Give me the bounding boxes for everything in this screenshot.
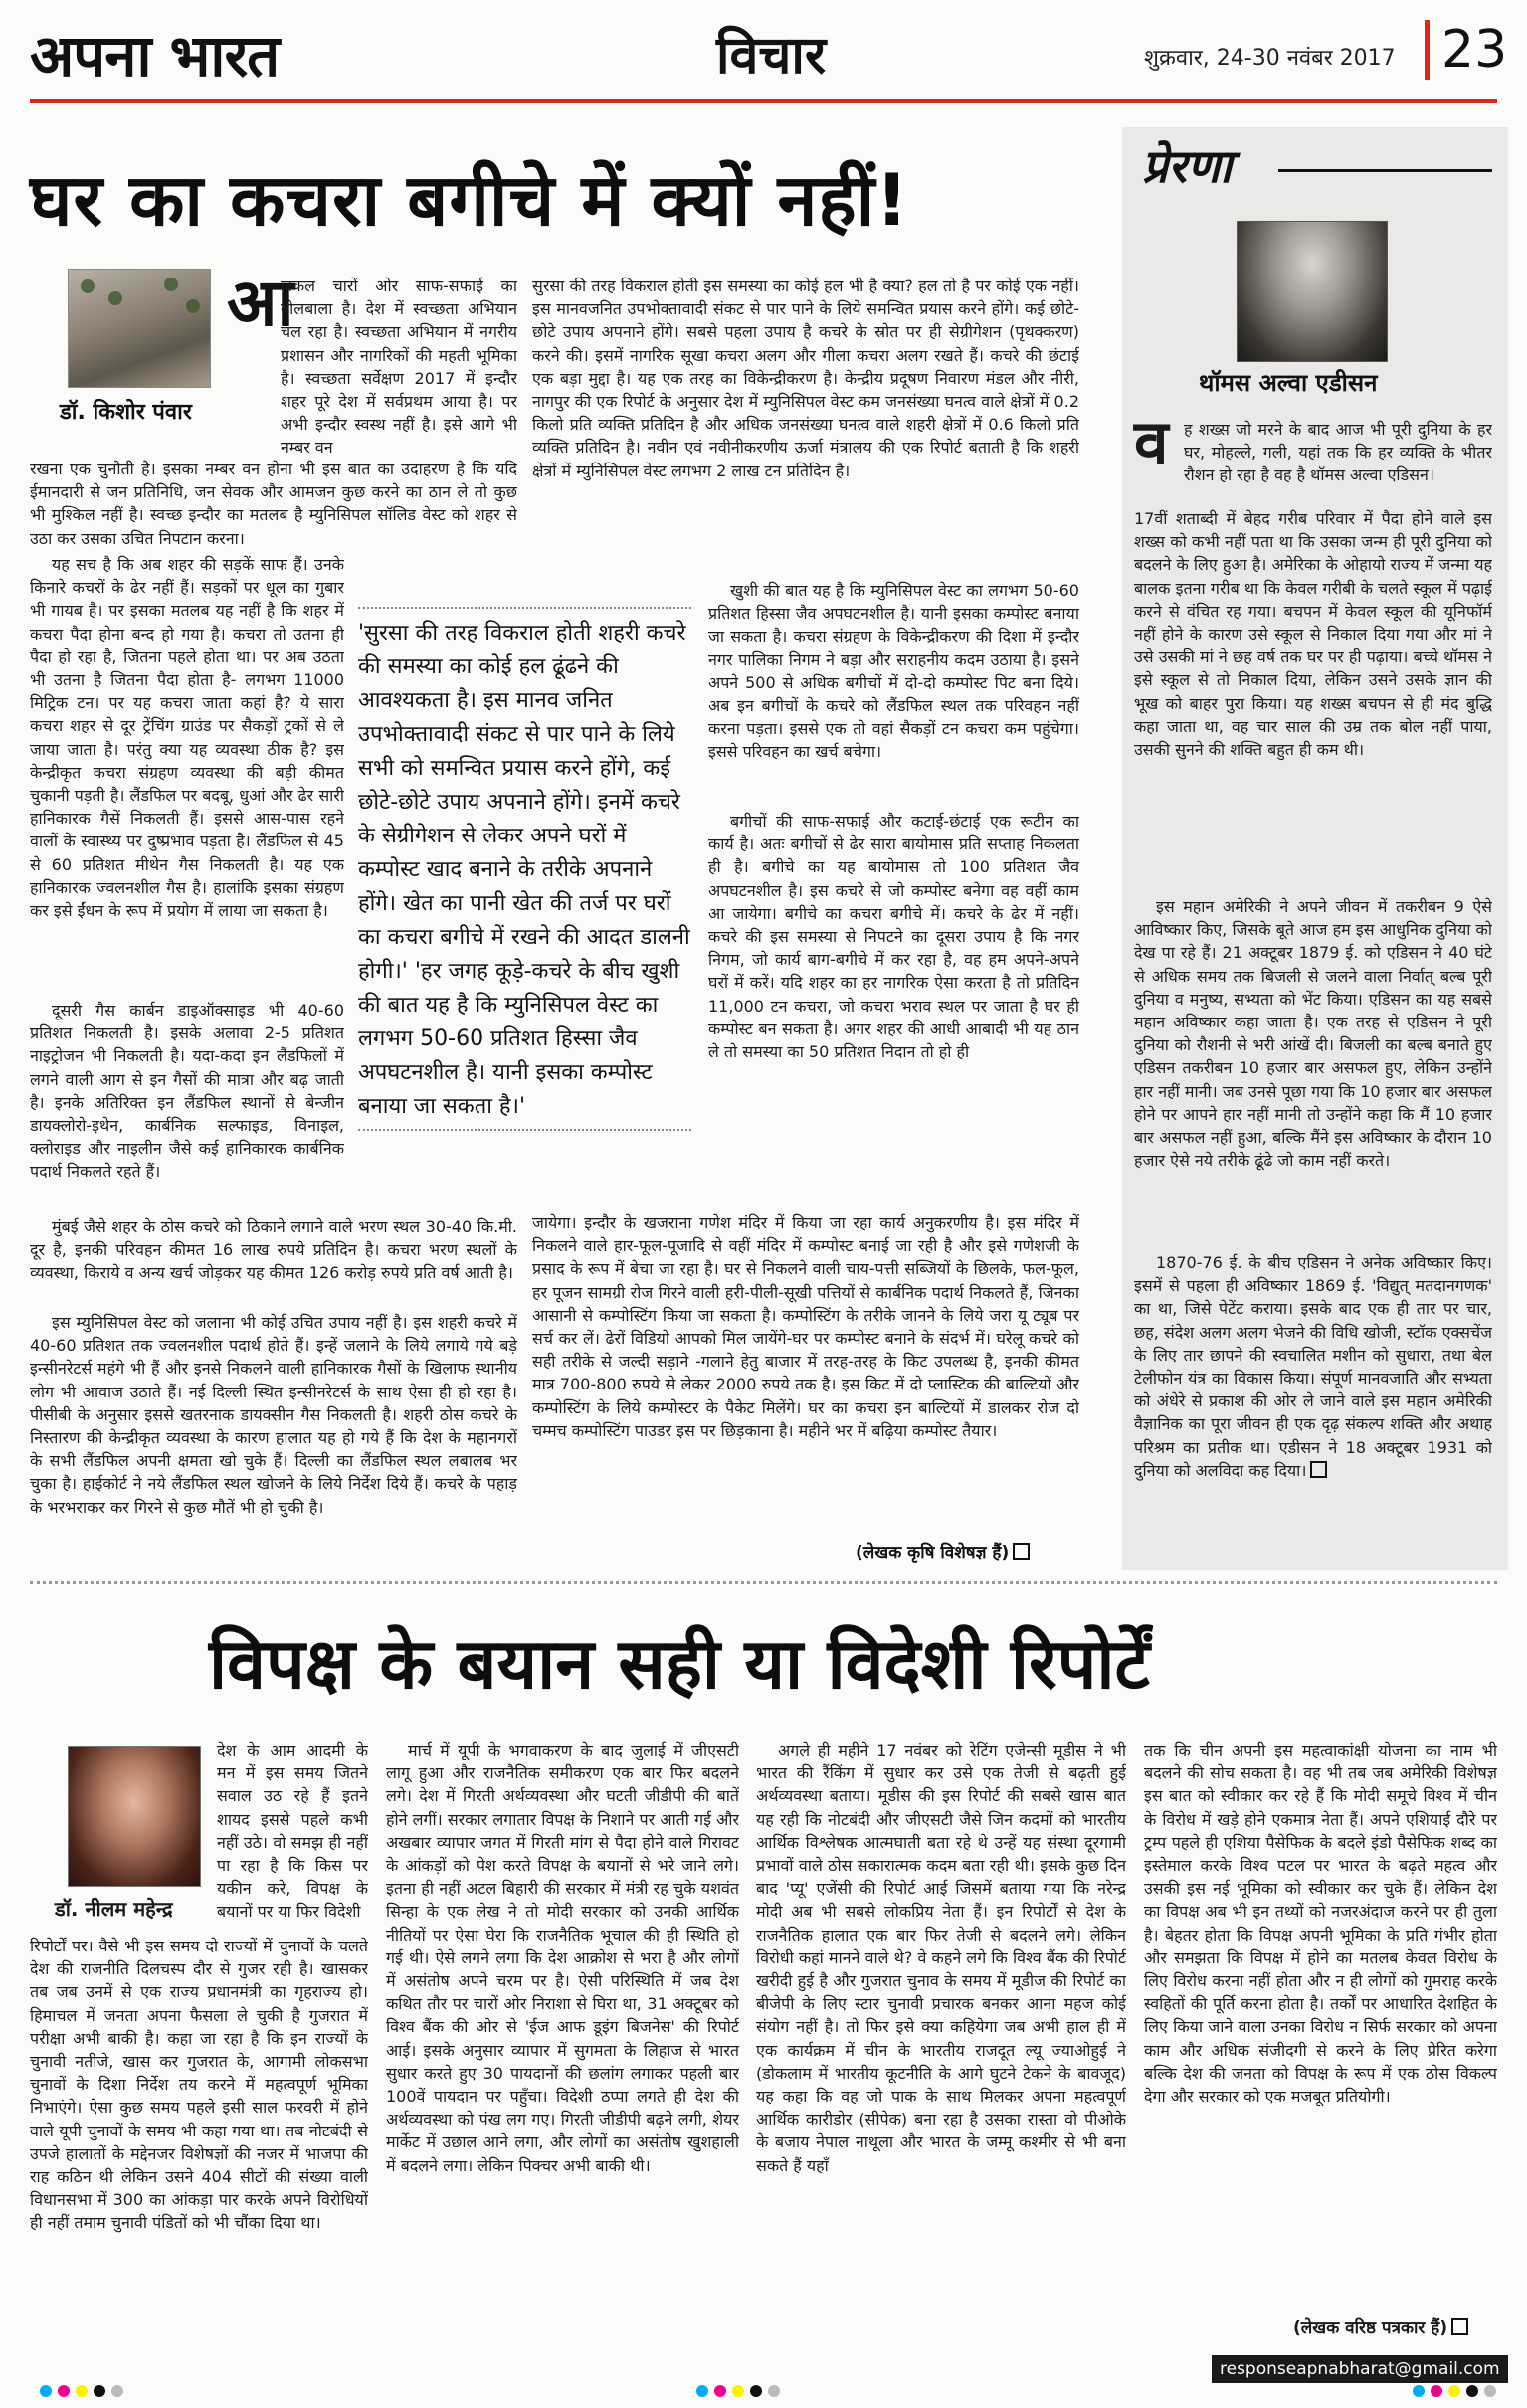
article1-author: डॉ. किशोर पंवार [60, 400, 192, 425]
section-title: विचार [716, 25, 827, 86]
response-email[interactable]: responseapnabharat@gmail.com [1212, 2355, 1508, 2383]
sidebar-text: इस महान अमेरिकी ने अपने जीवन में तकरीबन 9 ऐसे आविष्कार किए, जिसके बूते आज हम इस आधुनिक दुनिया को देख पा रहे हैं। 21 अक्टूबर 1879 ई. को एडिसन ने 40 घंटे से अधिक समय तक बिजली से जलने वाला निर्वात् बल्ब पूरी दुनिया व मनुष्य, सभ्यता को भेंट किया। एडिसन का यह सबसे महान अविष्कार कहा जाता है। एक तरह से एडिसन ने पूरी दुनिया को रौशनी से भरी आंखें दी। बिजली का बल्ब बनाते हुए एडिसन तकरीबन 10 हजार बार असफल हुए, लेकिन उन्होंने हार नहीं मानी। जब उनसे पूछा गया कि 10 हजार बार असफल होने पर आपने हार नहीं मानी तो उन्होंने कहा कि मैं 10 हजार बार असफल नहीं हुआ, बल्कि मैंने इस अविष्कार के दौरान 10 हजार ऐसे नये तरीके ढूंढे जो काम नहीं करते। [1134, 897, 1492, 1171]
edison-photo [1237, 221, 1388, 362]
sidebar-rule [1278, 169, 1492, 172]
article1-text: रखना एक चुनौती है। इसका नम्बर वन होना भी इस बात का उदाहरण है कि यदि ईमानदारी से जन प्रतिनिधि, जन सेवक और आमजन कुछ करने का ठान ले तो कुछ भी मुश्किल नहीं है। स्वच्छ इन्दौर का मतलब है म्युनिसिपल सॉलिड वेस्ट को शहर से उठा कर उसका उचित निपटान करना। [30, 460, 517, 548]
article2-headline: विपक्ष के बयान सही या विदेशी रिपोर्टें [209, 1623, 1150, 1705]
article2-text: मार्च में यूपी के भगवाकरण के बाद जुलाई में जीएसटी लागू हुआ और राजनैतिक समीकरण एक बार फिर बदलने लगे। देश में गिरती अर्थव्यवस्था और घटती जीडीपी की बातें होने लगीं। सरकार लगातार विपक्ष के निशाने पर आती गई और अखबार व्यापार जगत में गिरती मांग से पैदा होने वाले गिरावट के आंकड़ों को पेश करते विपक्ष के बयानों से भरे जाने लगे। इतना ही नहीं अटल बिहारी की सरकार में मंत्री रह चुके यशवंत सिन्हा के एक लेख ने तो मोदी सरकार को उनकी आर्थिक नीतियों पर ऐसा घेरा कि राजनैतिक भूचाल की ही स्थिति हो गई थी। ऐसे लगने लगा कि देश आक्रोश से भरा है और लोगों में असंतोष अपने चरम पर है। ऐसी परिस्थिति में जब देश कथित तौर पर चारों ओर निराशा से घिरा था, 31 अक्टूबर को विश्व बैंक की ओर से 'ईज आफ डूइंग बिजनेस' की रिपोर्ट आई। इसके अनुसार व्यापार में सुगमता के लिहाज से भारत सुधार करते हुए 30 पायदानों की छलांग लगाकर पहली बार 100वें पायदान पर पहुँचा। विदेशी ठप्पा लगते ही देश की अर्थव्यवस्था को पंख लग गए। गिरती जीडीपी बढ़ने लगी, शेयर मार्केट में उछाल आने लगा, और लोगों का असंतोष खुशहाली में बदलने लगा। लेकिन पिक्चर अभी बाकी थी। [386, 1741, 739, 2175]
end-mark-icon [1451, 2318, 1468, 2335]
issue-date: शुक्रवार, 24-30 नवंबर 2017 [1144, 46, 1396, 71]
brand-logo: अपना भारत [30, 22, 280, 90]
article2-text: अगले ही महीने 17 नवंबर को रेटिंग एजेन्सी मूडीस ने भी भारत की रैंकिंग में सुधार कर उसे एक तेजी से बढ़ती हुई अर्थव्यवस्था बताया। मूडीस की इस रिपोर्ट की सबसे खास बात यह रही कि नोटबंदी और जीएसटी जैसे जिन कदमों को भारतीय आर्थिक विश्लेषक आत्मघाती बता रहे थे उन्हें यह संस्था दूरगामी प्रभावों वाले ठोस सकारात्मक कदम बता रही थी। इसके कुछ दिन बाद 'प्यू' एजेंसी की रिपोर्ट आई जिसमें बताया गया कि नरेन्द्र मोदी अब भी सबसे लोकप्रिय नेता हैं। इन रिपोर्टों से देश के राजनैतिक हालात एक बार फिर तेजी से बदलने लगे। लेकिन विरोधी कहां मानने वाले थे? वे कहने लगे कि विश्व बैंक की रिपोर्ट खरीदी हुई है और गुजरात चुनाव के समय में मूडीज की रिपोर्ट का बीजेपी के लिए स्टार चुनावी प्रचारक बनकर आना महज कोई संयोग नहीं है। तो फिर इसे क्या कहियेगा जब अभी हाल ही में एक कार्यक्रम में चीन के भारतीय राजदूत ल्यू ज्याओहुई ने (डोकलाम में भारतीय कूटनीति के आगे घुटने टेकने के बावजूद) यह कहा कि वह जो पाक के साथ मिलकर अपना महत्वपूर्ण आर्थिक कारीडोर (सीपेक) बना रहा है उसका रास्ता वो पीओके के बजाय नेपाल नाथूला और भारत के जम्मू कश्मीर से भी बना सकते हैं यहाँ [756, 1741, 1126, 2175]
sidebar-person-name: थॉमस अल्वा एडीसन [1199, 369, 1378, 397]
masthead-rule [30, 99, 1497, 103]
article1-text: इस म्युनिसिपल वेस्ट को जलाना भी कोई उचित उपाय नहीं है। इस शहरी कचरे में 40-60 प्रतिशत तक ज्वलनशील पदार्थ होते हैं। इन्हें जलाने के लिये लगाये गये बड़े इन्सीनरेटर्स महंगे भी हैं और इनसे निकलने वाली हानिकारक गैसों के खिलाफ स्थानीय लोग भी आवाज उठाते हैं। नई दिल्ली स्थित इन्सीनरेटर्स के साथ ऐसा ही हो रहा है। पीसीबी के अनुसार इससे खतरनाक डायक्सीन गैस निकलती है। शहरी ठोस कचरे के निस्तारण की केन्द्रीकृत व्यवस्था के कारण हालात यह हो गये हैं कि देश के महानगरों के सभी लैंडफिल अपनी क्षमता खो चुके हैं। दिल्ली का लैंडफिल स्थल लबालब भर चुका है। हाईकोर्ट ने नये लैंडफिल स्थल खोजने के लिये निर्देश दिये हैं। कचरे के पहाड़ के भरभराकर कर गिरने से कुछ मौतें भी हो चुकी है। [30, 1313, 517, 1517]
section-divider [30, 1581, 1497, 1584]
article2-text: देश के आम आदमी के मन में इस समय जितने सवाल उठ रहे हैं इतने शायद इससे पहले कभी नहीं उठे। वो समझ ही नहीं पा रहा है कि किस पर यकीन करे, विपक्ष के बयानों पर या फिर विदेशी [217, 1741, 368, 1922]
sidebar-text: ह शख्स जो मरने के बाद आज भी पूरी दुनिया के हर घर, मोहल्ले, गली, यहां तक कि हर व्यक्ति के भीतर रौशन हो रहा है वह है थॉमस अल्वा एडिसन। [1184, 420, 1492, 485]
author-photo [68, 1746, 201, 1887]
article1-text: जकल चारों ओर साफ-सफाई का बोलबाला है। देश में स्वच्छता अभियान चल रहा है। स्वच्छता अभियान में नगरीय प्रशासन और नागरिकों की महती भूमिका है। स्वच्छता सर्वेक्षण 2017 में इन्दौर शहर पूरे देश में सर्वप्रथम आया है। पर अभी इन्दौर स्वस्थ नहीं है। इसे आगे भी नम्बर वन [281, 277, 517, 458]
article1-text: मुंबई जैसे शहर के ठोस कचरे को ठिकाने लगाने वाले भरण स्थल 30-40 कि.मी. दूर है, इनकी परिवहन कीमत 16 लाख रुपये प्रतिदिन है। कचरा भरण स्थलों के व्यवस्था, किराये व अन्य खर्च जोड़कर यह कीमत 126 करोड़ रुपये प्रति वर्ष आती है। [30, 1217, 517, 1283]
dropcap: व [1134, 406, 1169, 478]
article1-text: जायेगा। इन्दौर के खजराना गणेश मंदिर में किया जा रहा कार्य अनुकरणीय है। इस मंदिर में निकलने वाले हार-फूल-पूजादि से वहीं मंदिर में कम्पोस्ट बनाई जा रही है और इसे गणेशजी के प्रसाद के रूप में बेचा जा रहा है। घर से निकलने वाली चाय-पत्ती सब्जियों के छिलके, फल-फूल, हर पूजन सामग्री रोज गिरने वाली हरी-पीली-सूखी पत्तियों से कार्बनिक पदार्थ निकलते हैं, जिनका आसानी से कम्पोस्टिंग किया जा सकता है। कम्पोस्टिंग के तरीके जानने के लिये जरा यू ट्यूब पर सर्च कर लें। ढेरों विडियो आपको मिल जायेंगे-घर पर कम्पोस्ट बनाने के संदर्भ में। घरेलू कचरे को सही तरीके से जल्दी सड़ाने -गलाने हेतु बाजार में तरह-तरह के किट उपलब्ध है, इनकी कीमत मात्र 700-800 रुपये से लेकर 2000 रुपये तक है। इस किट में दो प्लास्टिक की बाल्टियों और कम्पोस्टिंग के लिये कम्पोस्टर के पैकेट मिलेंगे। घर का कचरा इन बाल्टियों में डालकर रोज दो चम्मच कम्पोस्टिंग पाउडर इस पर छिड़काना है। महीने भर में बढ़िया कम्पोस्ट तैयार। [532, 1213, 1079, 1440]
sidebar-title: प्रेरणा [1142, 139, 1233, 193]
end-mark-icon [1310, 1461, 1327, 1478]
article2-text: तक कि चीन अपनी इस महत्वाकांक्षी योजना का नाम भी बदलने की सोच सकता है। वह भी तब जब अमेरिकी विशेषज्ञ इस बात को स्वीकार कर रहे हैं कि मोदी समूचे विश्व में चीन के विरोध में खड़े होने एकमात्र नेता हैं। अपने एशियाई दौरे पर ट्रम्प पहले ही एशिया पैसेफिक के बदले इंडो पैसेफिक शब्द का इस्तेमाल करके विश्व पटल पर भारत के बढ़ते महत्व और उसकी इस नई भूमिका को स्वीकार कर चुके हैं। लेकिन देश का विपक्ष अब भी इन तथ्यों को नजरअंदाज करने पर ही तुला है। बेहतर होता कि विपक्ष अपनी भूमिका के प्रति गंभीर होता और समझता कि विपक्ष में होने का मतलब केवल विरोध के लिए विरोध करना नहीं होता और न ही लोगों को गुमराह करके स्वहितों की पूर्ति करना होता है। तर्कों पर आधारित देशहित के लिए किया जाने वाला उनका विरोध न सिर्फ सरकार को अपना काम और अधिक संजीदगी से करने के लिए प्रेरित करेगा बल्कि देश की जनता को विपक्ष के रूप में एक ठोस विकल्प देगा और सरकार को एक मजबूत प्रतियोगी। [1144, 1741, 1497, 2107]
dropcap: आ [227, 265, 294, 341]
registration-marks [1413, 2385, 1496, 2397]
article1-text: बगीचों की साफ-सफाई और कटाई-छंटाई एक रूटीन का कार्य है। अतः बगीचों से ढेर सारा बायोमास प्रति सप्ताह निकलता ही है। बगीचे का यह बायोमास तो 100 प्रतिशत जैव अपघटनशील है। इस कचरे से जो कम्पोस्ट बनेगा वह वहीं काम आ जायेगा। बगीचे का कचरा बगीचे में। कचरे के ढेर में नहीं। कचरे की इस समस्या से निपटने का दूसरा उपाय है कि नगर निगम, जो कार्य बाग-बगीचे में कर रहा है, वह हम अपने-अपने घरों में करें। यदि शहर का हर नागरिक ऐसा करता है तो प्रतिदिन 11,000 टन कचरा, जो कचरा भराव स्थल पर जाता है घर ही कम्पोस्ट बन सकता है। अगर शहर की आधी आबादी भी यह ठान ले तो समस्या का 50 प्रतिशत निदान तो हो ही [708, 812, 1079, 1062]
page-number: 23 [1425, 20, 1507, 80]
sidebar-text-continued: 17वीं शताब्दी में बेहद गरीब परिवार में पैदा होने वाले इस शख्स को कभी नहीं पता था कि उसका जन्म ही पूरी दुनिया को बदलने के लिए हुआ है। अमेरिका के ओहायो राज्य में जन्मा यह बालक इतना गरीब था कि केवल गरीबी के चलते स्कूल में पढ़ाई करने से वंचित रह गया। बचपन में केवल स्कूल की यूनिफॉर्म नहीं होने के कारण उसे स्कूल से निकाल दिया गया और मां ने उसे उसकी मां ने छह वर्ष तक घर पर ही पढ़ाया। बच्चे थॉमस ने इसे स्कूल से तो निकाल दिया, लेकिन उसने उसके ज्ञान की भूख को बाहर पुरा किया। यह शख्स बचपन से ही मंद बुद्धि कहा जाता था, वह चार साल की उम्र तक बोल नहीं पाया, उसकी सुनने की शक्ति बहुत ही कम थी। [1134, 509, 1492, 760]
end-mark-icon [1013, 1543, 1030, 1560]
registration-marks [696, 2385, 780, 2397]
article2-text: रिपोर्टों पर। वैसे भी इस समय दो राज्यों में चुनावों के चलते देश की राजनीति दिलचस्प दौर से गुजर रही है। खासकर तब जब उनमें से एक राज्य प्रधानमंत्री का गृहराज्य हो। हिमाचल में जनता अपना फैसला ले चुकी है गुजरात में परीक्षा अभी बाकी है। कहा जा रहा है कि इन राज्यों के चुनावी नतीजे, खास कर गुजरात के, आगामी लोकसभा चुनावों के दिशा निर्देश तय करने में महत्वपूर्ण भूमिका निभाएंगे। ऐसा कुछ समय पहले इसी साल फरवरी में होने वाले यूपी चुनावों के समय भी कहा गया था। तब नोटबंदी से उपजे हालातों के मद्देनजर विशेषज्ञों की नजर में भाजपा की राह कठिन थी लेकिन उसने 404 सीटों की संख्या वाली विधानसभा में 300 का आंकड़ा पार करके अपने विरोधियों ही नहीं तमाम चुनावी पंडितों को भी चौंका दिया था। [30, 1937, 368, 2233]
registration-marks [40, 2385, 123, 2397]
article1-text: दूसरी गैस कार्बन डाइऑक्साइड भी 40-60 प्रतिशत निकलती है। इसके अलावा 2-5 प्रतिशत नाइट्रोजन भी निकलती है। यदा-कदा इन लैंडफिलों में लगने वाली आग से इन गैसों की मात्रा और बढ़ जाती है। इनके अतिरिक्त इन लैंडफिल स्थानों से बेन्जीन डायक्लोरो-इथेन, कार्बनिक सल्फाइड, विनाइल, क्लोराइड और नाइलीन जैसे कई हानिकारक कार्बनिक पदार्थ निकलते रहते हैं। [30, 1001, 344, 1182]
sidebar-text: 1870-76 ई. के बीच एडिसन ने अनेक अविष्कार किए। इसमें से पहला ही अविष्कार 1869 ई. 'विद्युत् मतदानगणक' का था, जिसे पेटेंट कराया। इसके बाद एक ही तार पर चार, छह, संदेश अलग अलग भेजने की विधि खोजी, स्टॉक एक्सचेंज के लिए तार छापने की स्वचालित मशीन को सुधारा, तथा बेल टेलीफोन यंत्र का विकास किया। संपूर्ण मानवजाति और सभ्यता को अंधेरे से प्रकाश की ओर ले जाने वाले इस महान अमेरिकी वैज्ञानिक का पूरा जीवन ही एक दृढ़ संकल्प शक्ति और अथाह परिश्रम का प्रतीक था। एडीसन ने 18 अक्टूबर 1931 को दुनिया को अलविदा कह दिया। [1134, 1253, 1492, 1480]
article2-author: डॉ. नीलम महेन्द्र [55, 1897, 173, 1921]
article1-headline: घर का कचरा बगीचे में क्यों नहीं! [30, 158, 910, 242]
pull-quote: 'सुरसा की तरह विकराल होती शहरी कचरे की समस्या का कोई हल ढूंढने की आवश्यकता है। इस मानव जनित उपभोक्तावादी संकट से पार पाने के लिये सभी को समन्वित प्रयास करने होंगे, कई छोटे-छोटे उपाय अपनाने होंगे। इनमें कचरे के सेग्रीगेशन से लेकर अपने घरों में कम्पोस्ट खाद बनाने के तरीके अपनाने होंगे। खेत का पानी खेत की तर्ज पर घरों का कचरा बगीचे में रखने की आदत डालनी होगी।' 'हर जगह कूड़े-कचरे के बीच खुशी की बात यह है कि म्युनिसिपल वेस्ट का लगभग 50-60 प्रतिशत हिस्सा जैव अपघटनशील है। यानी इसका कम्पोस्ट बनाया जा सकता है।' [358, 607, 691, 1131]
article1-byline: (लेखक कृषि विशेषज्ञ हैं) [856, 1540, 1030, 1563]
article1-text: सुरसा की तरह विकराल होती इस समस्या का कोई हल भी है क्या? हल तो है पर कोई एक नहीं। इस मानवजनित उपभोक्तावादी संकट से पार पाने के लिये समन्वित प्रयास करने होंगे। कई छोटे-छोटे उपाय अपनाने होंगे। सबसे पहला उपाय है कचरे के स्रोत पर ही सेग्रीगेशन (पृथक्करण) करने की। इसमें नागरिक सूखा कचरा अलग और गीला कचरा अलग रखते हैं। कचरे की छंटाई एक बड़ा मुद्दा है। यह एक तरह का विकेन्द्रीकरण है। केन्द्रीय प्रदूषण निवारण मंडल और नीरी, नागपुर की एक रिपोर्ट के अनुसार देश में म्युनिसिपल वेस्ट कम जनसंख्या घनत्व वाले क्षेत्रों में 0.2 किलो प्रति व्यक्ति प्रतिदिन है और अधिक जनसंख्या घनत्व वाले शहरी क्षेत्रों में 0.6 किलो प्रति व्यक्ति प्रतिदिन है। नवीन एवं नवीनीकरणीय ऊर्जा मंत्रालय की एक रिपोर्ट बताती है कि शहरी क्षेत्रों में म्युनिसिपल वेस्ट लगभग 2 लाख टन प्रतिदिन है। [532, 277, 1079, 480]
article1-text: यह सच है कि अब शहर की सड़कें साफ हैं। उनके किनारे कचरों के ढेर नहीं हैं। सड़कों पर धूल का गुबार भी गायब है। पर इसका मतलब यह नहीं है कि शहर में कचरा पैदा होना बन्द हो गया है। कचरा तो उतना ही पैदा हो रहा है, जितना पहले होता था। पर अब उठता भी उतना है जितना पैदा होता है- लगभग 11000 मिट्रिक टन। पर यह कचरा जाता कहां है? ये सारा कचरा शहर से दूर ट्रेंचिंग ग्राउंड पर सैकड़ों ट्रकों से ले जाया जाता है। परंतु क्या यह व्यवस्था ठीक है? इस केन्द्रीकृत कचरा संग्रहण व्यवस्था की बड़ी कीमत चुकानी पड़ती है। लैंडफिल पर बदबू, धुआं और ढेर सारी हानिकारक गैसें निकलती हैं। इससे आस-पास रहने वालों के स्वास्थ्य पर दुष्प्रभाव पड़ता है। लैंडफिल से 45 से 60 प्रतिशत मीथेन गैस निकलती है। यह एक हानिकारक ज्वलनशील गैस है। हालांकि इसका संग्रहण कर इसे ईंधन के रूप में प्रयोग में लाया जा सकता है। [30, 555, 344, 921]
article2-byline: (लेखक वरिष्ठ पत्रकार हैं) [1293, 2315, 1468, 2338]
author-photo [68, 269, 211, 388]
article1-text: खुशी की बात यह है कि म्युनिसिपल वेस्ट का लगभग 50-60 प्रतिशत हिस्सा जैव अपघटनशील है। यानी इसका कम्पोस्ट बनाया जा सकता है। कचरा संग्रहण के विकेन्द्रीकरण की दिशा में इन्दौर नगर पालिका निगम ने बड़ा और सराहनीय कदम उठाया है। इसने अपने 500 से अधिक बगीचों में दो-दो कम्पोस्ट पिट बना दिये। अब इन बगीचों के कचरे को लैंडफिल स्थल तक परिवहन नहीं करना पड़ता। इससे एक तो वहां सैकड़ों टन कचरा कम पहुंचेगा। इससे परिवहन का खर्च बचेगा। [708, 581, 1079, 762]
